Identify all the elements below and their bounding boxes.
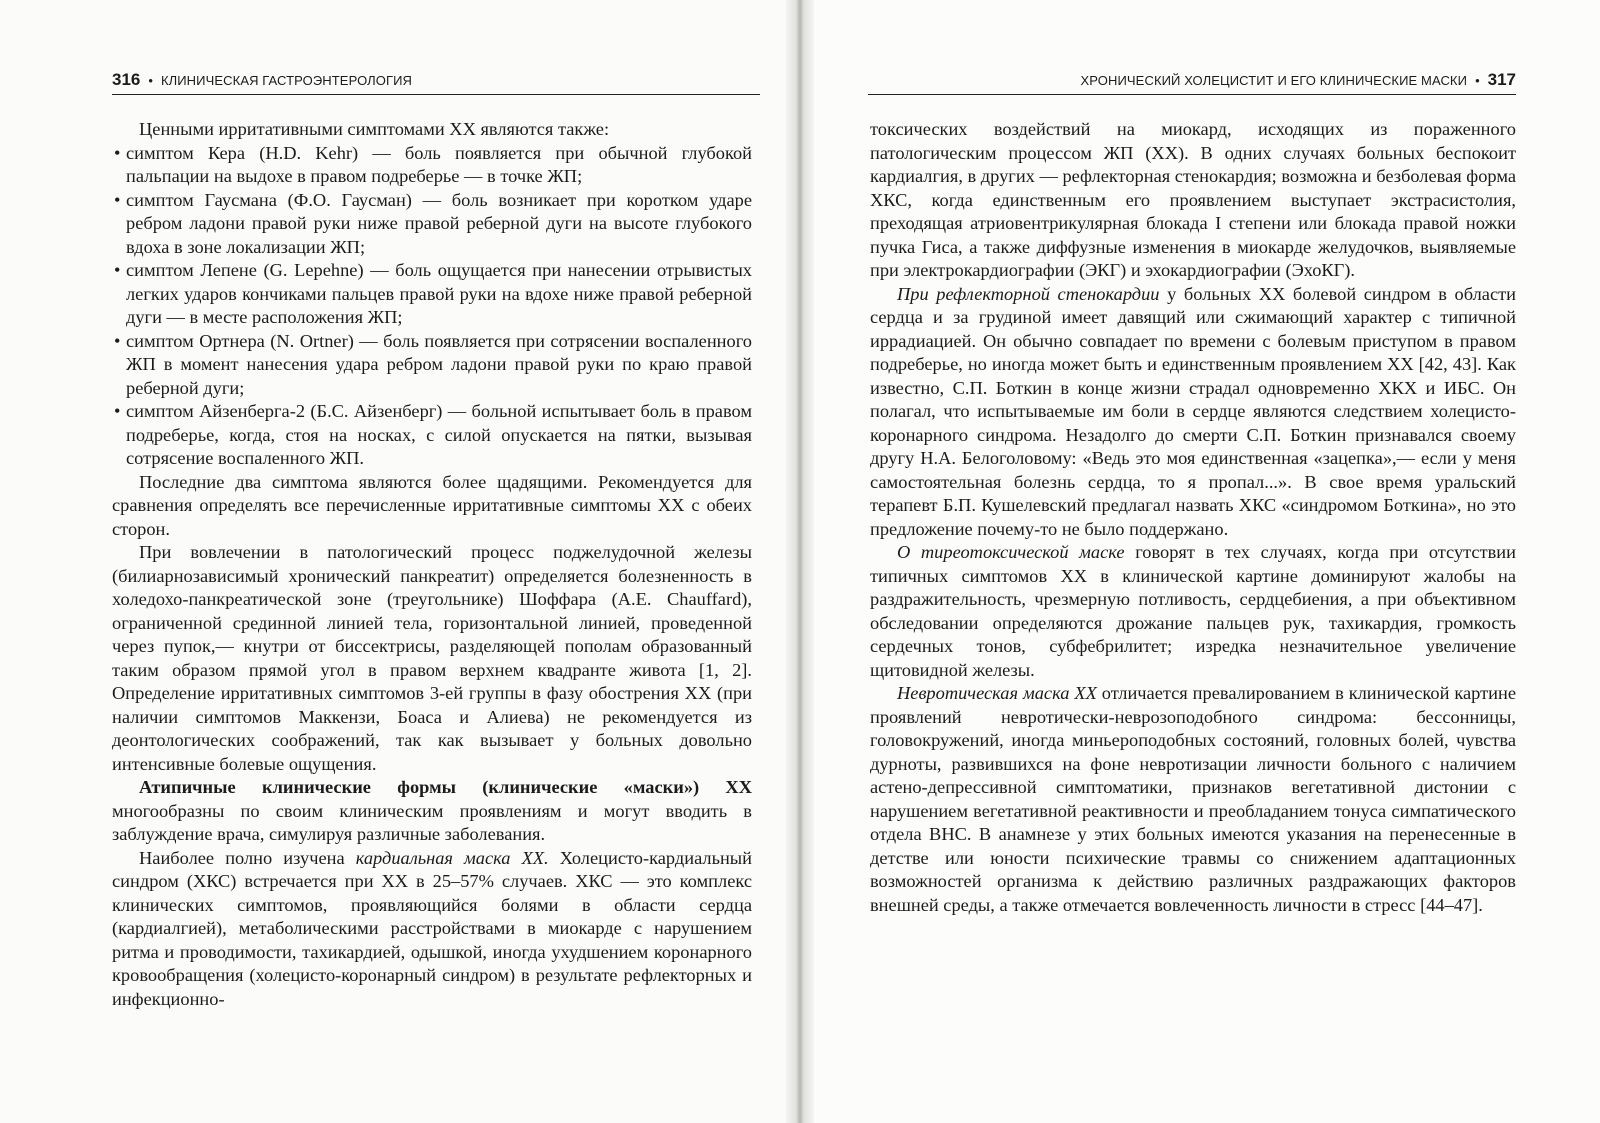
left-page-number: 316 xyxy=(112,70,141,89)
right-text-column xyxy=(870,118,1516,917)
list-item: • симптом Айзенберга-2 (Б.С. Айзенберг) — больной испытывает боль в правом подреберье, когда, стоя на носках, с силой опускается на пятки, вызывая сотрясение воспаленного ЖП. xyxy=(114,401,752,468)
symptom-list xyxy=(112,142,752,471)
list-item: • симптом Лепене (G. Lepehne) — боль ощущается при нанесении отрывистых легких ударов кончиками пальцев правой руки на вдохе ниже правой реберной дуги — в месте расположения ЖП; xyxy=(114,260,752,327)
left-header-title: КЛИНИЧЕСКАЯ ГАСТРОЭНТЕРОЛОГИЯ xyxy=(160,73,413,88)
left-text-column xyxy=(112,118,752,1011)
paragraph: При рефлекторной стенокардии у больных ХХ болевой синдром в области сердца и за грудиной имеет давящий или сжимающий характер с типичной иррадиацией. Он обычно совпадает по времени с болевым приступом в правом подреберье, но иногда может быть и единственным проявлением ХХ [42, 43]. Как известно, С.П. Боткин в конце жизни страдал одновременно ХКХ и ИБС. Он полагал, что испытываемые им боли в сердце являются следствием холецисто-коронарного синдрома. Незадолго до смерти С.П. Боткин признавался своему другу Н.А. Белоголовому: «Ведь это моя единственная «зацепка»,— если у меня самостоятельная болезнь сердца, то я пропал...». В свое время уральский терапевт Б.П. Кушелевский предлагал назвать ХКС «синдромом Боткина», но это предложение почему-то не было поддержано. xyxy=(870,283,1517,539)
paragraph: Атипичные клинические формы (клинические «маски») ХХ многообразны по своим клиническим проявлениям и могут вводить в заблуждение врача, симулируя различные заболевания. xyxy=(112,777,752,844)
left-running-header xyxy=(112,64,760,95)
italic-term: кардиальная маска ХХ. xyxy=(355,847,549,868)
list-item: • симптом Кера (H.D. Kehr) — боль появляется при обычной глубокой пальпации на выдохе в правом подреберье — в точке ЖП; xyxy=(114,142,752,186)
list-item: • симптом Ортнера (N. Ortner) — боль появляется при сотрясении воспаленного ЖП в момент нанесения удара ребром ладони правой руки по краю правой реберной дуги; xyxy=(114,330,752,398)
paragraph: Последние два симптома являются более щадящими. Рекомендуется для сравнения определять все перечисленные ирритативные симптомы ХХ с обеих сторон. xyxy=(112,471,752,539)
right-running-header xyxy=(868,64,1516,95)
paragraph: Невротическая маска ХХ отличается превалированием в клинической картине проявлений невротически-неврозоподобного синдрома: бессонницы, головокружений, иногда миньероподобных состояний, головных болей, чувства дурноты, развившихся на фоне невротизации личности больного с наличием астено-депрессивной симптоматики, признаков вегетативной дистонии с нарушением вегетативной реактивности и преобладанием тонуса симпатического отдела ВНС. В анамнезе у этих больных имеются указания на перенесенные в детстве или юности психические травмы со снижением адаптационных возможностей организма к действию различных раздражающих факторов внешней среды, а также отмечается вовлеченность личности в стресс [44–47]. xyxy=(870,683,1516,915)
right-page-number: 317 xyxy=(1487,70,1516,89)
right-header-title: ХРОНИЧЕСКИЙ ХОЛЕЦИСТИТ И ЕГО КЛИНИЧЕСКИЕ МАСКИ xyxy=(1080,73,1468,88)
italic-term: При рефлекторной стенокардии xyxy=(897,283,1160,304)
paragraph: При вовлечении в патологический процесс поджелудочной железы (билиарнозависимый хронический панкреатит) определяется болезненность в холедохо-панкреатической зоне (треугольнике) Шоффара (A.E. Chauffard), ограниченной срединной линией тела, горизонтальной линией, проведенной через пупок,— кнутри от биссектрисы, разделяющей пополам образованный таким образом прямой угол в правом верхнем квадранте живота [1, 2]. Определение ирритативных симптомов 3-ей группы в фазу обострения ХХ (при наличии симптомов Маккензи, Боаса и Алиева) не рекомендуется из деонтологических соображений, так как вызывает у больных довольно интенсивные болевые ощущения. xyxy=(112,542,752,774)
italic-term: О тиреотоксической маске xyxy=(897,542,1125,562)
paragraph: токсических воздействий на миокард, исходящих из пораженного патологическим процессом ЖП (ХХ). В одних случаях больных беспокоит кардиалгия, в других — рефлекторная стенокардия; возможна и безболевая форма ХКС, когда единственным его проявлением выступает экстрасистолия, преходящая атриовентрикулярная блокада I степени или блокада правой ножки пучка Гиса, а также диффузные изменения в миокарде желудочков, выявляемые при электрокардиографии (ЭКГ) и эхокардиографии (ЭхоКГ). xyxy=(870,119,1516,280)
paragraph: Наиболее полно изучена кардиальная маска ХХ. Холецисто-кардиальный синдром (ХКС) встречается при ХХ в 25–57% случаев. ХКС — это комплекс клинических симптомов, проявляющийся болями в области сердца (кардиалгией), метаболическими расстройствами в миокарде с нарушением ритма и проводимости, тахикардией, одышкой, иногда ухудшением коронарного кровообращения (холецисто-коронарный синдром) в результате рефлекторных и инфекционно- xyxy=(112,847,753,1009)
header-bullet: • xyxy=(148,73,153,88)
book-gutter xyxy=(786,0,814,1123)
italic-term: Невротическая маска ХХ xyxy=(897,683,1097,703)
paragraph: О тиреотоксической маске говорят в тех случаях, когда при отсутствии типичных симптомов ХХ в клинической картине доминируют жалобы на раздражительность, чрезмерную потливость, сердцебиения, а при объективном обследовании определяются дрожание пальцев рук, тахикардия, громкость сердечных тонов, субфебрилитет; изредка незначительное увеличение щитовидной железы. xyxy=(870,542,1516,680)
list-item: • симптом Гаусмана (Ф.О. Гаусман) — боль возникает при коротком ударе ребром ладони правой руки ниже правой реберной дуги на высоте глубокого вдоха в зоне локализации ЖП; xyxy=(114,189,752,257)
bold-term: Атипичные клинические формы (клинические «маски») ХХ xyxy=(139,777,752,797)
header-bullet: • xyxy=(1475,73,1480,88)
intro-paragraph: Ценными ирритативными симптомами ХХ являются также: xyxy=(139,119,610,139)
